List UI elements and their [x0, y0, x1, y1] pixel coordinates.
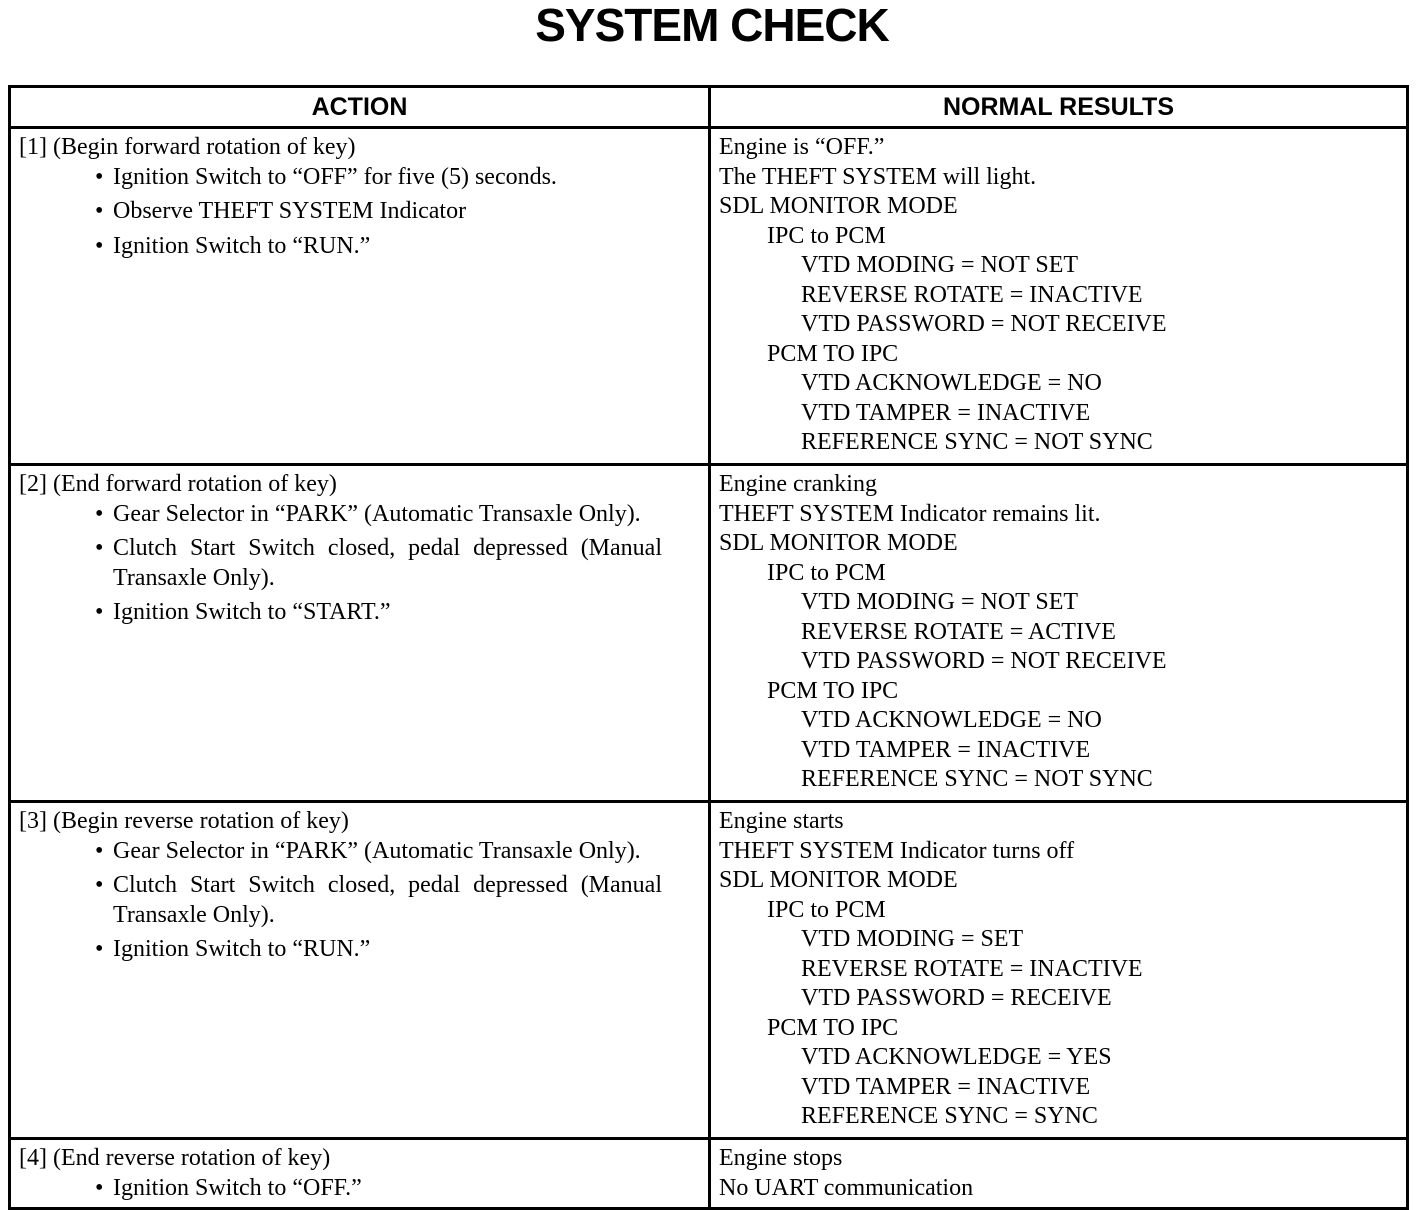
action-item: • Observe THEFT SYSTEM Indicator — [19, 197, 702, 227]
results-cell — [710, 802, 1408, 1139]
step-heading: [2] (End forward rotation of key) — [19, 471, 337, 497]
result-line: REVERSE ROTATE = ACTIVE — [801, 618, 1116, 645]
result-line: Engine is “OFF.” — [719, 134, 885, 160]
result-line: Engine stops — [719, 1145, 843, 1171]
result-line: REFERENCE SYNC = NOT SYNC — [801, 766, 1153, 792]
bullet-icon: • — [95, 1174, 104, 1201]
result-line: SDL MONITOR MODE — [719, 530, 958, 556]
result-line: SDL MONITOR MODE — [719, 867, 958, 893]
action-item: • Gear Selector in “PARK” (Automatic Transaxle Only). — [19, 837, 702, 867]
table-row — [10, 128, 1408, 465]
result-line: IPC to PCM — [767, 222, 886, 249]
result-line: VTD ACKNOWLEDGE = NO — [801, 370, 1102, 396]
result-line: PCM TO IPC — [767, 340, 899, 367]
result-line: PCM TO IPC — [767, 1014, 899, 1041]
result-line: No UART communication — [719, 1174, 974, 1201]
result-line: VTD ACKNOWLEDGE = NO — [801, 707, 1102, 733]
result-line: VTD TAMPER = INACTIVE — [801, 736, 1091, 763]
step-heading: [4] (End reverse rotation of key) — [19, 1145, 331, 1171]
result-line: PCM TO IPC — [767, 677, 899, 704]
result-line: VTD MODING = NOT SET — [801, 252, 1079, 278]
action-cell — [10, 465, 710, 802]
action-cell — [10, 128, 710, 465]
bullet-icon: • — [95, 232, 104, 259]
result-line: THEFT SYSTEM Indicator turns off — [719, 837, 1075, 864]
page-title: SYSTEM CHECK — [535, 0, 889, 51]
result-line: REFERENCE SYNC = NOT SYNC — [801, 429, 1153, 455]
result-line: VTD TAMPER = INACTIVE — [801, 399, 1091, 426]
action-item: • Clutch Start Switch closed, pedal depressed (Manual Transaxle Only). — [95, 535, 662, 591]
action-cell — [10, 1139, 710, 1209]
results-cell — [710, 465, 1408, 802]
bullet-icon: • — [95, 198, 104, 224]
result-line: VTD TAMPER = INACTIVE — [801, 1073, 1091, 1100]
action-item: • Ignition Switch to “OFF.” — [19, 1174, 702, 1204]
table-row — [10, 465, 1408, 802]
bullet-icon: • — [95, 163, 104, 190]
table-row — [10, 802, 1408, 1139]
result-line: VTD PASSWORD = NOT RECEIVE — [801, 648, 1167, 674]
action-list — [19, 500, 702, 628]
bullet-icon: • — [95, 872, 104, 898]
action-item: • Ignition Switch to “START.” — [19, 598, 702, 628]
result-line: REFERENCE SYNC = SYNC — [801, 1103, 1098, 1129]
action-cell — [10, 802, 710, 1139]
result-line: VTD MODING = NOT SET — [801, 589, 1079, 615]
step-heading: [1] (Begin forward rotation of key) — [19, 134, 356, 160]
action-item: • Ignition Switch to “RUN.” — [19, 935, 702, 965]
result-line: IPC to PCM — [767, 896, 886, 923]
action-item: • Clutch Start Switch closed, pedal depressed (Manual Transaxle Only). — [95, 872, 662, 928]
result-line: Engine starts — [719, 808, 844, 834]
result-line: THEFT SYSTEM Indicator remains lit. — [719, 500, 1101, 527]
result-line: The THEFT SYSTEM will light. — [719, 163, 1037, 190]
bullet-icon: • — [95, 936, 104, 962]
result-line: IPC to PCM — [767, 559, 886, 586]
table-row — [10, 1139, 1408, 1209]
result-line: VTD PASSWORD = RECEIVE — [801, 985, 1112, 1011]
bullet-icon: • — [95, 535, 104, 561]
bullet-icon: • — [95, 837, 104, 864]
action-item: • Gear Selector in “PARK” (Automatic Transaxle Only). — [19, 500, 702, 530]
table-header-row — [10, 87, 1408, 128]
step-heading: [3] (Begin reverse rotation of key) — [19, 808, 349, 834]
result-line: VTD ACKNOWLEDGE = YES — [801, 1044, 1112, 1070]
bullet-icon: • — [95, 599, 104, 625]
result-line: VTD PASSWORD = NOT RECEIVE — [801, 311, 1167, 337]
action-item: • Ignition Switch to “OFF” for five (5) seconds. — [19, 163, 702, 193]
result-line: VTD MODING = SET — [801, 926, 1024, 952]
bullet-icon: • — [95, 500, 104, 527]
system-check-table — [8, 85, 1409, 1210]
action-item: • Ignition Switch to “RUN.” — [19, 232, 702, 262]
results-column-header: NORMAL RESULTS — [710, 87, 1408, 128]
action-column-header: ACTION — [10, 87, 710, 128]
action-list — [19, 1174, 702, 1204]
result-line: REVERSE ROTATE = INACTIVE — [801, 955, 1143, 982]
result-line: SDL MONITOR MODE — [719, 193, 958, 219]
results-cell — [710, 128, 1408, 465]
action-list — [19, 163, 702, 262]
result-line: REVERSE ROTATE = INACTIVE — [801, 281, 1143, 308]
result-line: Engine cranking — [719, 471, 877, 497]
action-list — [19, 837, 702, 965]
results-cell — [710, 1139, 1408, 1209]
